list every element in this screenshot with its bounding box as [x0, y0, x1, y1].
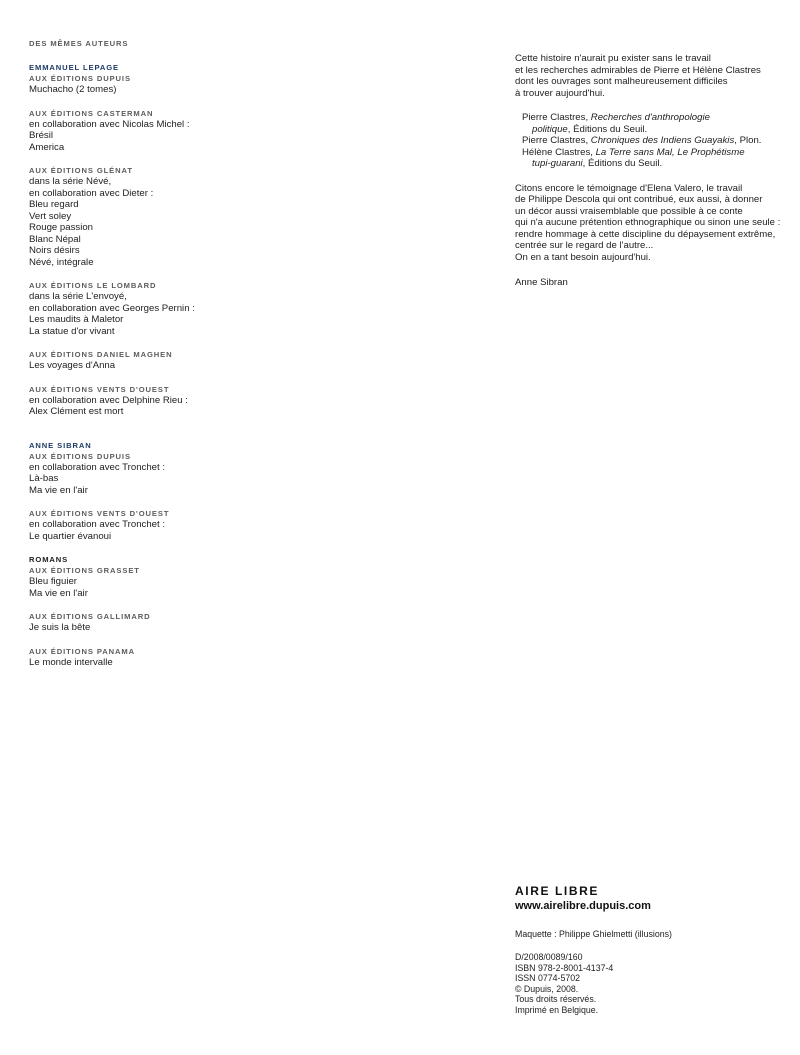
signature: Anne Sibran [515, 277, 568, 288]
title-line: Là-bas [29, 473, 59, 484]
legal-info [515, 952, 795, 1016]
publisher-name: AUX ÉDITIONS VENTS D'OUEST [29, 509, 170, 518]
legal-line: ISSN 0774-5702 [515, 973, 581, 984]
publisher-group [29, 349, 329, 372]
publisher-group [29, 73, 329, 96]
paragraph-line: un décor aussi vraisemblable que possible à ce conte [515, 205, 743, 217]
publisher-name: AUX ÉDITIONS GLÉNAT [29, 166, 133, 175]
publisher-name: AUX ÉDITIONS DANIEL MAGHEN [29, 350, 173, 359]
publisher-group [29, 451, 329, 497]
publisher-name: AUX ÉDITIONS CASTERMAN [29, 108, 154, 118]
title-line: dans la série Névé, [29, 176, 112, 187]
paragraph-line: rendre hommage à cette discipline du dépaysement extrême, [515, 228, 776, 240]
title-line: Névé, intégrale [29, 256, 94, 268]
title-line: Je suis la bête [29, 622, 91, 633]
title-line: en collaboration avec Georges Pernin : [29, 302, 195, 314]
paragraph-line: à trouver aujourd'hui. [515, 87, 605, 99]
publisher-group [29, 565, 329, 599]
title-line: Muchacho (2 tomes) [29, 84, 117, 95]
title-line: Le monde intervalle [29, 656, 113, 668]
paragraph-line: dont les ouvrages sont malheureusement difficiles [515, 76, 728, 87]
publisher-name: AUX ÉDITIONS DUPUIS [29, 74, 131, 83]
legal-line: © Dupuis, 2008. [515, 983, 579, 994]
publisher-name: AUX ÉDITIONS LE LOMBARD [29, 281, 157, 290]
publisher-group [29, 611, 329, 634]
reference-item: Hélène Clastres, La Terre sans Mal, Le Prophétisme [522, 146, 745, 158]
acknowledgements-column [515, 53, 795, 288]
publisher-group [29, 646, 329, 669]
title-line: La statue d'or vivant [29, 325, 115, 337]
title-line: en collaboration avec Delphine Rieu : [29, 394, 188, 406]
intro-paragraph [515, 53, 795, 99]
paragraph-line: On en a tant besoin aujourd'hui. [515, 251, 651, 263]
reference-item-cont: tupi-guarani, Éditions du Seuil. [532, 158, 663, 169]
title-line: en collaboration avec Nicolas Michel : [29, 118, 190, 130]
paragraph-line: Cette histoire n'aurait pu exister sans le travail [515, 53, 711, 64]
publisher-group [29, 508, 329, 542]
title-line: America [29, 141, 65, 153]
title-line: Bleu figuier [29, 576, 77, 587]
romans-heading: ROMANS [29, 555, 69, 564]
title-line: Bleu regard [29, 199, 79, 210]
website-url: www.airelibre.dupuis.com [515, 900, 651, 912]
publisher-group [29, 165, 329, 268]
title-line: Les voyages d'Anna [29, 360, 116, 371]
title-line: Ma vie en l'air [29, 587, 88, 599]
title-line: Le quartier évanoui [29, 530, 112, 542]
publisher-name: AUX ÉDITIONS GALLIMARD [29, 612, 151, 621]
title-line: Ma vie en l'air [29, 484, 88, 496]
title-line: Alex Clément est mort [29, 406, 124, 417]
title-line: en collaboration avec Tronchet : [29, 461, 165, 473]
reference-item: Pierre Clastres, Recherches d'anthropologie [522, 112, 710, 123]
paragraph-line: et les recherches admirables de Pierre et Hélène Clastres [515, 64, 761, 76]
publisher-name: AUX ÉDITIONS GRASSET [29, 566, 140, 575]
publisher-group [29, 384, 329, 418]
title-line: Blanc Népal [29, 233, 81, 245]
publisher-groups [29, 73, 329, 418]
author-block-lepage [29, 62, 329, 418]
author-name: EMMANUEL LEPAGE [29, 63, 120, 72]
publisher-name: AUX ÉDITIONS DUPUIS [29, 451, 131, 461]
legal-line: Tous droits réservés. [515, 994, 597, 1005]
title-line: Rouge passion [29, 222, 94, 233]
title-line: en collaboration avec Dieter : [29, 187, 154, 199]
reference-list [522, 112, 795, 170]
publisher-name: AUX ÉDITIONS PANAMA [29, 646, 135, 656]
paragraph-line: qui n'a aucune prétention ethnographique ou sinon une seule : [515, 217, 781, 228]
collection-brand: AIRE LIBRE [515, 884, 600, 898]
section-heading: DES MÊMES AUTEURS [29, 39, 129, 48]
closing-paragraph [515, 183, 795, 264]
reference-item-cont: politique, Éditions du Seuil. [532, 123, 648, 135]
publisher-name: AUX ÉDITIONS VENTS D'OUEST [29, 384, 170, 394]
title-line: en collaboration avec Tronchet : [29, 519, 165, 530]
author-name: ANNE SIBRAN [29, 440, 92, 450]
title-line: Vert soley [29, 210, 72, 222]
title-line: Les maudits à Maletor [29, 314, 124, 325]
publisher-groups [29, 565, 329, 668]
maquette-credit: Maquette : Philippe Ghielmetti (illusions) [515, 929, 672, 939]
title-line: dans la série L'envoyé, [29, 291, 127, 302]
title-line: Brésil [29, 130, 53, 141]
paragraph-line: Citons encore le témoignage d'Elena Valero, le travail [515, 182, 743, 194]
legal-line: D/2008/0089/160 [515, 952, 583, 962]
publisher-group [29, 280, 329, 337]
title-line: Noirs désirs [29, 245, 80, 256]
publisher-group [29, 108, 329, 154]
author-block-sibran [29, 440, 329, 669]
paragraph-line: centrée sur le regard de l'autre... [515, 240, 654, 251]
colophon [515, 884, 795, 1016]
bibliography-column [29, 38, 329, 684]
legal-line: ISBN 978-2-8001-4137-4 [515, 962, 614, 973]
paragraph-line: de Philippe Descola qui ont contribué, eux aussi, à donner [515, 194, 763, 205]
publisher-groups [29, 451, 329, 543]
legal-line: Imprimé en Belgique. [515, 1004, 599, 1015]
reference-item: Pierre Clastres, Chroniques des Indiens Guayakis, Plon. [522, 135, 762, 146]
